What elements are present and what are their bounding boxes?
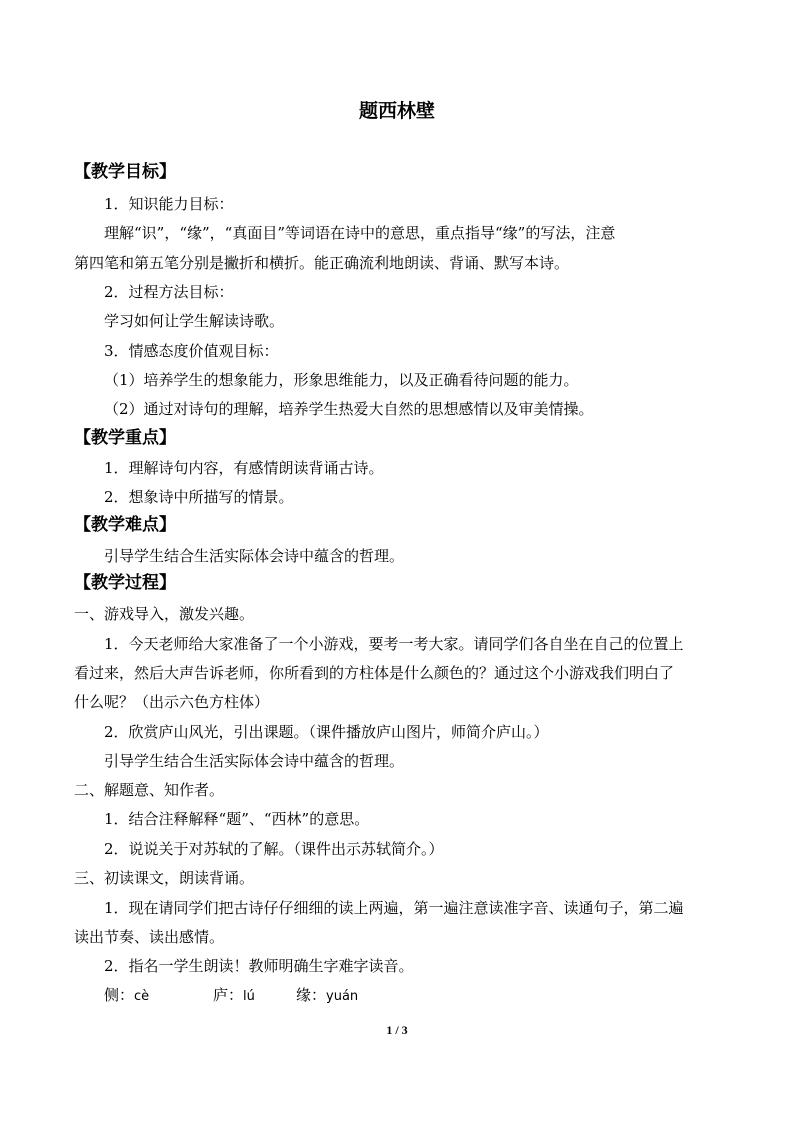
section-3-para-2: 2．指名一学生朗读！教师明确生字难字读音。 bbox=[104, 957, 414, 975]
key-points-heading: 【教学重点】 bbox=[74, 428, 176, 448]
section-3-para-1-line-2: 读出节奏、读出感情。 bbox=[74, 928, 225, 946]
knowledge-line-2: 第四笔和第五笔分别是撇折和横折。能正确流利地朗读、背诵、默写本诗。 bbox=[74, 254, 570, 272]
difficulty-1: 引导学生结合生活实际体会诗中蕴含的哲理。 bbox=[104, 547, 405, 565]
section-2-para-1: 1．结合注释解释“题”、“西林”的意思。 bbox=[104, 810, 370, 828]
emotion-item-2: （2）通过对诗句的理解，培养学生热爱大自然的思想感情以及审美情操。 bbox=[104, 400, 594, 418]
section-1-para-1-line-3: 什么呢？（出示六色方柱体） bbox=[74, 693, 270, 711]
section-3-para-1-line-1: 1．现在请同学们把古诗仔仔细细的读上两遍，第一遍注意读准字音、读通句子，第二遍 bbox=[104, 899, 684, 917]
key-point-1: 1．理解诗句内容，有感情朗读背诵古诗。 bbox=[104, 459, 384, 477]
emotion-label: 3．情感态度价值观目标： bbox=[104, 342, 279, 360]
emotion-item-1: （1）培养学生的想象能力，形象思维能力，以及正确看待问题的能力。 bbox=[104, 371, 579, 389]
section-1-para-3: 引导学生结合生活实际体会诗中蕴含的哲理。 bbox=[104, 752, 405, 770]
pronunciation-pinyin: lú bbox=[243, 989, 255, 1004]
page-number: 1 / 3 bbox=[386, 1023, 408, 1037]
pronunciation-char: 侧： bbox=[104, 986, 135, 1004]
process-method-text: 学习如何让学生解读诗歌。 bbox=[104, 312, 285, 330]
pronunciation-char: 庐： bbox=[213, 986, 244, 1004]
pronunciation-item bbox=[104, 984, 149, 1008]
pronunciation-pinyin: cè bbox=[134, 989, 150, 1004]
pronunciation-char: 缘： bbox=[296, 986, 327, 1004]
knowledge-label: 1．知识能力目标： bbox=[104, 195, 234, 213]
objectives-heading: 【教学目标】 bbox=[74, 162, 176, 182]
section-1-para-1-line-1: 1．今天老师给大家准备了一个小游戏，要考一考大家。请同学们各自坐在自己的位置上 bbox=[104, 635, 684, 653]
pronunciation-item bbox=[213, 984, 255, 1008]
process-method-label: 2．过程方法目标： bbox=[104, 283, 234, 301]
section-2-para-2: 2．说说关于对苏轼的了解。（课件出示苏轼简介。） bbox=[104, 840, 444, 858]
process-heading: 【教学过程】 bbox=[74, 573, 176, 593]
difficulties-heading: 【教学难点】 bbox=[74, 515, 176, 535]
pronunciation-item bbox=[296, 984, 358, 1008]
section-1-para-1-line-2: 看过来，然后大声告诉老师，你所看到的方柱体是什么颜色的？通过这个小游戏我们明白了 bbox=[74, 664, 675, 682]
section-2-title: 二、解题意、知作者。 bbox=[74, 781, 225, 799]
section-1-title: 一、游戏导入，激发兴趣。 bbox=[74, 605, 255, 623]
section-3-title: 三、初读课文，朗读背诵。 bbox=[74, 869, 255, 887]
page-title: 题西林壁 bbox=[358, 100, 435, 122]
pronunciation-pinyin: yuán bbox=[326, 989, 359, 1004]
knowledge-line-1: 理解“识”，“缘”，“真面目”等词语在诗中的意思，重点指导“缘”的写法，注意 bbox=[104, 224, 616, 242]
key-point-2: 2．想象诗中所描写的情景。 bbox=[104, 488, 294, 506]
section-1-para-2: 2．欣赏庐山风光，引出课题。（课件播放庐山图片，师简介庐山。） bbox=[104, 723, 549, 741]
